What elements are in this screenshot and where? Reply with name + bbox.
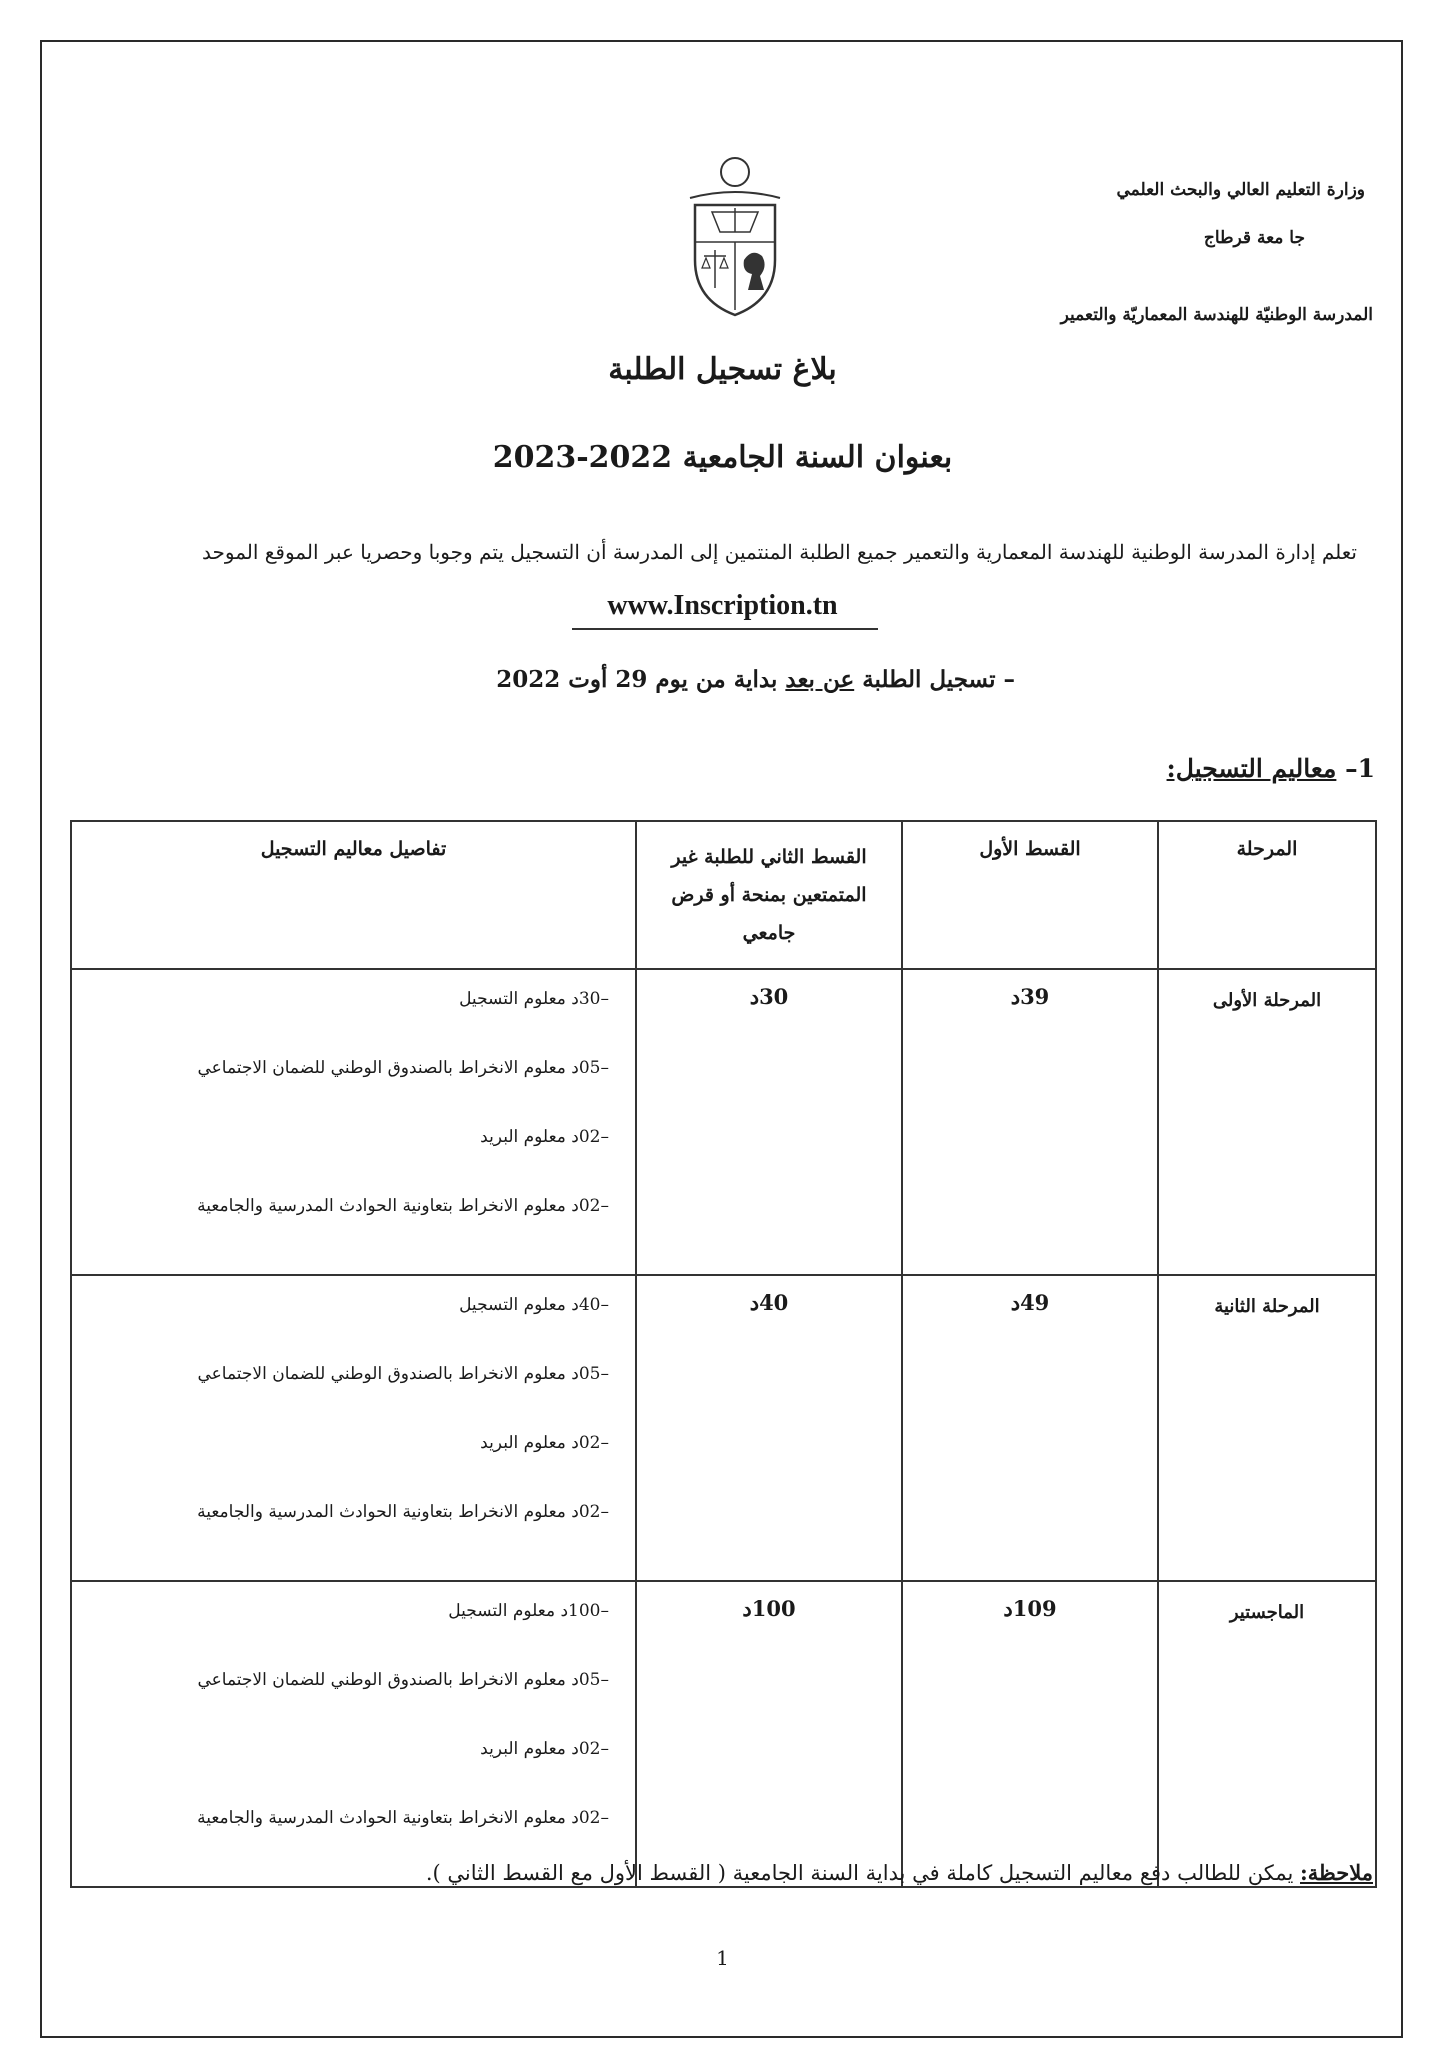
stage-name: المرحلة الثانية bbox=[1214, 1296, 1320, 1317]
fee-detail-line: –02د معلوم الانخراط بتعاونية الحوادث المدرسية والجامعية bbox=[197, 1196, 609, 1216]
payment-note bbox=[426, 1860, 1373, 1885]
university-name: جا معة قرطاج bbox=[1203, 228, 1305, 248]
header-fee-details: تفاصيل معاليم التسجيل bbox=[71, 821, 636, 969]
stage-name: الماجستير bbox=[1229, 1602, 1305, 1623]
fee-detail-line: –100د معلوم التسجيل bbox=[448, 1601, 609, 1621]
fee-detail-line: –40د معلوم التسجيل bbox=[459, 1295, 609, 1315]
first-installment-cell bbox=[902, 1275, 1158, 1581]
section-number: 1– bbox=[1345, 754, 1375, 783]
header-stage: المرحلة bbox=[1158, 821, 1376, 969]
subline-suffix: بداية من يوم 29 أوت 2022 bbox=[496, 666, 786, 693]
academic-year-title: بعنوان السنة الجامعية 2022-2023 bbox=[492, 440, 953, 475]
first-installment-amount: 49د bbox=[1010, 1290, 1050, 1315]
ministry-name: وزارة التعليم العالي والبحث العلمي bbox=[1116, 180, 1365, 200]
table-row bbox=[71, 1275, 1376, 1581]
website-underline bbox=[572, 628, 878, 630]
fees-table bbox=[70, 820, 1377, 1888]
first-installment-amount: 109د bbox=[1003, 1596, 1057, 1621]
second-installment-cell bbox=[636, 1275, 902, 1581]
page-number: 1 bbox=[716, 1946, 729, 1970]
stage-cell bbox=[1158, 969, 1376, 1275]
subline-underlined: عن بعد bbox=[785, 666, 855, 693]
fee-details-cell bbox=[71, 969, 636, 1275]
remote-registration-note bbox=[496, 666, 1015, 693]
fee-detail-line: –02د معلوم الانخراط بتعاونية الحوادث المدرسية والجامعية bbox=[197, 1808, 609, 1828]
fee-detail-line: –02د معلوم الانخراط بتعاونية الحوادث المدرسية والجامعية bbox=[197, 1502, 609, 1522]
fee-detail-line: –05د معلوم الانخراط بالصندوق الوطني للضمان الاجتماعي bbox=[197, 1364, 609, 1384]
table-header-row bbox=[71, 821, 1376, 969]
note-label: ملاحظة: bbox=[1300, 1860, 1373, 1885]
note-text: يمكن للطالب دفع معاليم التسجيل كاملة في بداية السنة الجامعية ( القسط الأول مع القسط الثاني ). bbox=[425, 1861, 1300, 1885]
table-row bbox=[71, 969, 1376, 1275]
second-installment-amount: 30د bbox=[749, 984, 789, 1009]
fee-detail-line: –30د معلوم التسجيل bbox=[459, 989, 609, 1009]
section-heading bbox=[1167, 754, 1375, 783]
fee-detail-line: –05د معلوم الانخراط بالصندوق الوطني للضمان الاجتماعي bbox=[197, 1670, 609, 1690]
registration-website-link[interactable]: www.Inscription.tn bbox=[607, 590, 838, 621]
table-row bbox=[71, 1581, 1376, 1887]
header-first-installment: القسط الأول bbox=[902, 821, 1158, 969]
stage-cell bbox=[1158, 1275, 1376, 1581]
header-second-installment: القسط الثاني للطلبة غير المتمتعين بمنحة أو قرض جامعي bbox=[636, 821, 902, 969]
document-title: بلاغ تسجيل الطلبة bbox=[608, 352, 837, 387]
first-installment-cell bbox=[902, 969, 1158, 1275]
tunisia-coat-of-arms-icon bbox=[680, 150, 790, 320]
second-installment-cell bbox=[636, 1581, 902, 1887]
fee-detail-line: –02د معلوم البريد bbox=[480, 1127, 609, 1147]
first-installment-amount: 39د bbox=[1010, 984, 1050, 1009]
fee-detail-line: –02د معلوم البريد bbox=[480, 1739, 609, 1759]
fee-detail-line: –02د معلوم البريد bbox=[480, 1433, 609, 1453]
stage-cell bbox=[1158, 1581, 1376, 1887]
fee-details-cell bbox=[71, 1581, 636, 1887]
second-installment-cell bbox=[636, 969, 902, 1275]
fee-details-cell bbox=[71, 1275, 636, 1581]
stage-name: المرحلة الأولى bbox=[1212, 990, 1322, 1011]
subline-prefix: – تسجيل الطلبة bbox=[854, 666, 1015, 693]
second-installment-amount: 100د bbox=[742, 1596, 796, 1621]
intro-paragraph: تعلم إدارة المدرسة الوطنية للهندسة المعمارية والتعمير جميع الطلبة المنتمين إلى المدرسة أن التسجيل يتم وجوبا وحصريا عبر الموقع الموحد bbox=[202, 540, 1357, 564]
first-installment-cell bbox=[902, 1581, 1158, 1887]
second-installment-amount: 40د bbox=[749, 1290, 789, 1315]
section-title: معاليم التسجيل: bbox=[1166, 754, 1337, 783]
school-name: المدرسة الوطنيّة للهندسة المعماريّة والتعمير bbox=[1060, 305, 1373, 325]
fee-detail-line: –05د معلوم الانخراط بالصندوق الوطني للضمان الاجتماعي bbox=[197, 1058, 609, 1078]
